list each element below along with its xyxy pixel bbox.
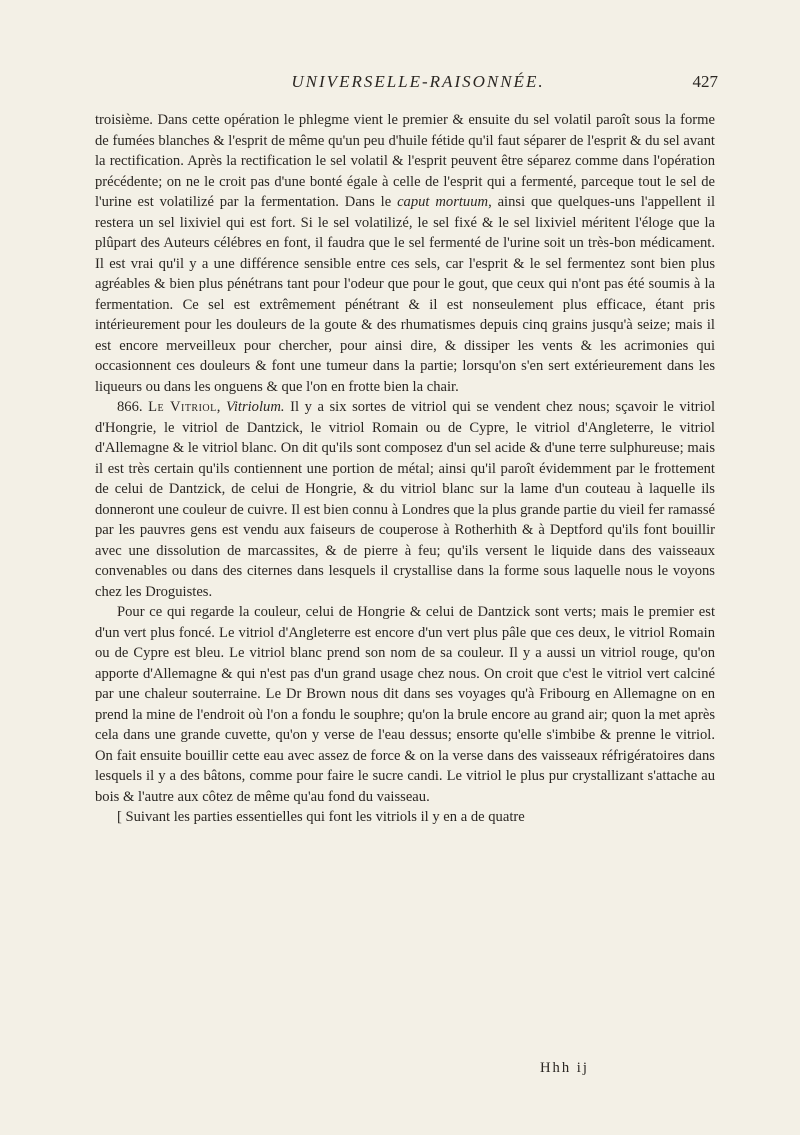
text-run: 866. [117, 399, 149, 415]
text-run: Pour ce qui regarde la couleur, celui de Hongrie & celui de Dantzick sont verts; mais le premier est d'un vert plus foncé. Le vitriol d'Angleterre est encore d'un vert plus pâle que ces deux, le vitriol Romain ou de Cypre est bleu. Le vitriol blanc prend son nom de sa couleur. Il y a aussi un vitriol rouge, qu'on apporte d'Allemagne & qui n'est pas d'un grand usage chez nous. On croit que c'est le vitriol vert calciné par une chaleur souterraine. Le Dr Brown nous dit dans ses voyages qu'à Fribourg en Allemagne on en prend la mine de l'endroit où l'on a fondu le souphre; qu'on la brule encore au grand air; quon la met après cela dans une grande cuvette, qu'on y verse de l'eau dessus; ensorte qu'elle s'imbibe & prenne le vitriol. On fait ensuite bouillir cette eau avec assez de force & on la verse dans des vaisseaux réfrigératoires dans lesquels il y a des bâtons, comme pour faire le sucre candi. Le vitriol le plus pur crystallizant s'attache au bois & l'autre aux côtez de même qu'au fond du vaisseau. [95, 604, 715, 805]
paragraph [95, 397, 715, 602]
signature-mark: Hhh ij [540, 1060, 589, 1076]
text-run: , ainsi que quelques-uns l'appellent il restera un sel lixiviel qui est fort. Si le sel volatilizé, le sel fixé & le sel lixiviel méritent l'éloge que la plûpart des Auteurs célébres en font, il faudra que le sel fermenté de l'urine soit un très-bon médicament. Il est vrai qu'il y a une différence sensible entre ces sels, car l'esprit & le sel fermentez sont bien plus agréables & bien plus pénétrans tant pour l'odeur que pour le gout, que ceux qui n'ont pas été soumis à la fermentation. Ce sel est extrêmement pénétrant & il est nonseulement plus efficace, étant pris intérieurement pour les douleurs de la goute & des rhumatismes depuis cinq grains jusqu'à seize; mais il est encore merveilleux pour chercher, pour ainsi dire, & dissiper les vents & les acrimonies qui occasionnent ces douleurs & font une tumeur dans la partie; lorsqu'on s'en sert extérieurement dans les liqueurs ou dans les onguens & que l'on en frotte bien la chair. [95, 194, 715, 395]
running-head: UNIVERSELLE-RAISONNÉE. [291, 72, 545, 91]
text-run: [ Suivant les parties essentielles qui font les vitriols il y en a de quatre [117, 809, 525, 825]
page-number: 427 [692, 72, 718, 91]
page-header [118, 72, 718, 100]
paragraph [95, 110, 715, 397]
paragraph [95, 602, 715, 807]
text-run: , [216, 399, 226, 415]
body-text [95, 110, 715, 828]
text-run: troisième. Dans cette opération le phlegme vient le premier & ensuite du sel volatil paroît sous la forme de fumées blanches & l'esprit de même qu'un peu d'huile fétide qu'il faut séparer de l'esprit & du sel avant la rectification. Après la rectification le sel volatil & l'esprit peuvent être séparez comme dans l'opération précédente; on ne le croit pas d'une bonté égale à celle de l'esprit qui a fermenté, parceque tout le sel de l'urine est volatilizé par la fermentation. Dans le [95, 112, 715, 210]
entry-heading: Le Vitriol [148, 399, 217, 415]
italic-term: caput mortuum [397, 194, 489, 210]
paragraph [95, 807, 715, 828]
italic-term: Vitriolum. [226, 399, 285, 415]
text-run: Il y a six sortes de vitriol qui se vendent chez nous; sçavoir le vitriol d'Hongrie, le vitriol de Dantzick, le vitriol Romain ou de Cypre, le vitriol d'Angleterre, le vitriol d'Allemagne & le vitriol blanc. On dit qu'ils sont composez d'un sel acide & d'une terre sulphureuse; mais il est très certain qu'ils contiennent une portion de métal; ainsi qu'il paroît évidemment par le frottement de celui de Dantzick, de celui de Hongrie, & du vitriol blanc sur la lame d'un couteau à laquelle ils donneront une couleur de cuivre. Il est bien connu à Londres que la plus grande partie du vieil fer ramassé par les pauvres gens est vendu aux faiseurs de couperose à Rotherhith & à Deptford qu'ils font bouillir avec une dissolution de marcassites, & de pierre à feu; qu'ils versent le liquide dans des vaisseaux convenables ou dans des citernes dans lesquels il crystallise dans la forme sous laquelle nous le voyons chez les Droguistes. [95, 399, 716, 600]
